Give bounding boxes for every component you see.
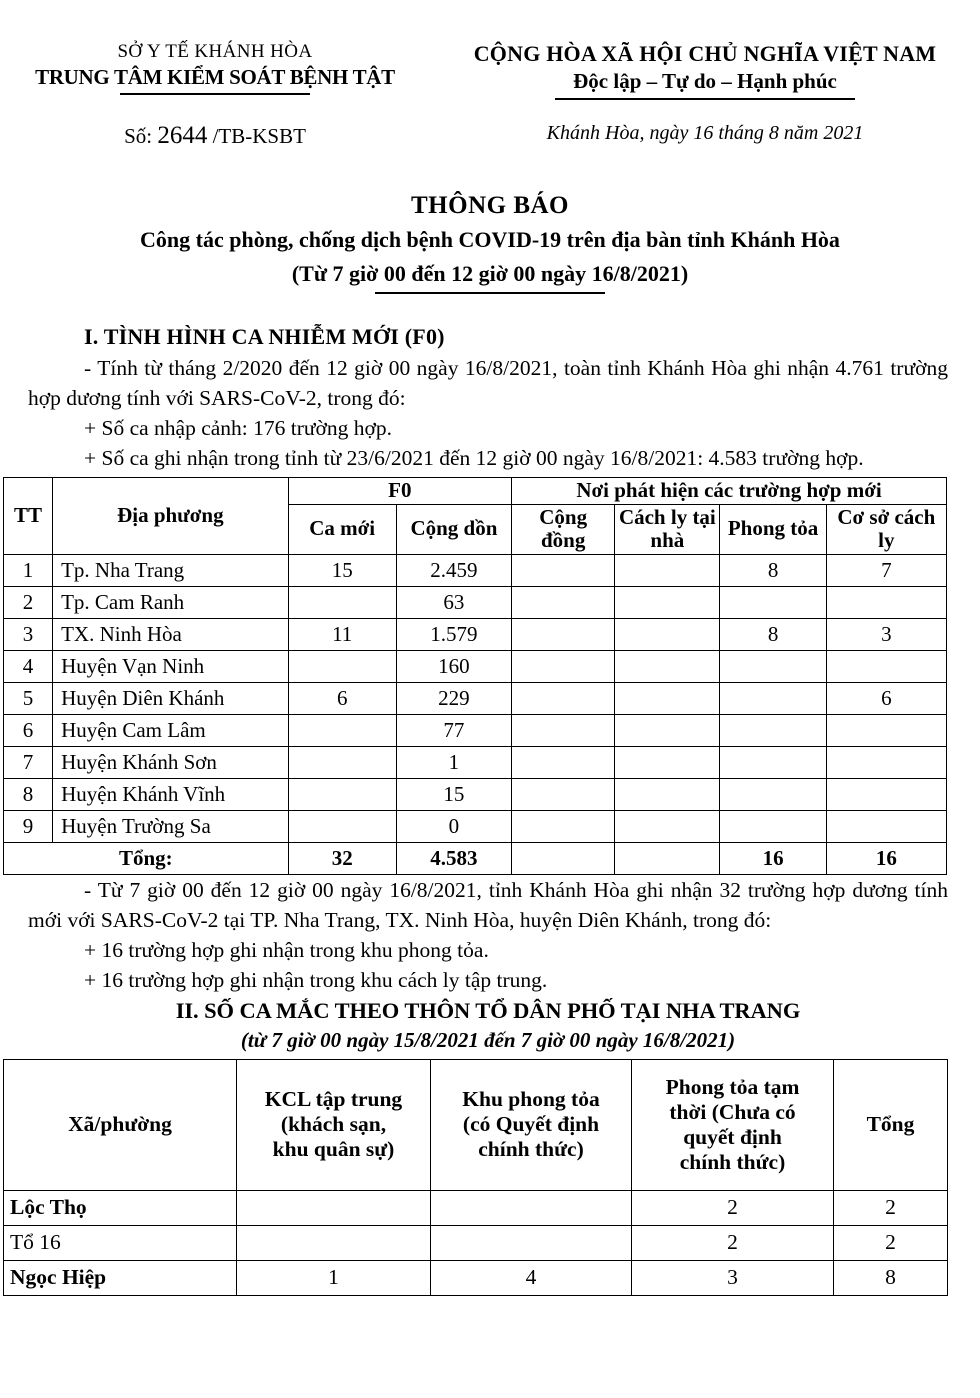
cell-facility: 3 (826, 618, 946, 650)
cell-lockdown (720, 778, 826, 810)
title-subject-line: Công tác phòng, chống dịch bệnh COVID-19 trên địa bàn tỉnh Khánh Hòa (140, 226, 840, 252)
cell-home (615, 810, 720, 842)
table-row (4, 746, 947, 778)
cell-tt: 9 (4, 810, 53, 842)
table-row (4, 554, 947, 586)
document-number-date-row (0, 122, 980, 150)
section-one-heading: I. TÌNH HÌNH CA NHIỄM MỚI (F0) (84, 323, 445, 349)
cell-community (512, 810, 615, 842)
center-name: TRUNG TÂM KIỂM SOÁT BỆNH TẬT (35, 64, 395, 89)
cell-new (288, 810, 396, 842)
header-quarantine-facility: Cơ sở cách ly (826, 504, 946, 554)
masthead-right-rule (555, 98, 855, 100)
post-table-paragraph-2: + 16 trường hợp ghi nhận trong khu phong tỏa. (84, 937, 489, 962)
header-kcl (237, 1059, 431, 1190)
header-ward: Xã/phường (4, 1059, 237, 1190)
cell-home (615, 746, 720, 778)
cell-locality: Huyện Cam Lâm (53, 714, 288, 746)
cell-ward-total: 2 (834, 1225, 948, 1260)
cell-lockdown: 8 (720, 618, 826, 650)
cell-cumulative: 229 (396, 682, 511, 714)
list-item (4, 1225, 948, 1260)
cell-community (512, 618, 615, 650)
cell-ward-kcl (237, 1190, 431, 1225)
cell-ward-temp: 2 (632, 1225, 834, 1260)
table-row (4, 778, 947, 810)
cell-new (288, 650, 396, 682)
document-number (0, 122, 430, 150)
cell-locality: Huyện Khánh Vĩnh (53, 778, 288, 810)
cell-ward-official (431, 1190, 632, 1225)
table-header-row-top (4, 478, 947, 505)
cell-new: 6 (288, 682, 396, 714)
cell-home (615, 650, 720, 682)
cell-facility (826, 810, 946, 842)
table-row (4, 618, 947, 650)
post-table-paragraph-3: + 16 trường hợp ghi nhận trong khu cách ly tập trung. (84, 967, 548, 992)
cell-ward-official: 4 (431, 1260, 632, 1295)
header-kcl-line-1: KCL tập trung (264, 1087, 403, 1112)
cell-lockdown (720, 746, 826, 778)
cell-cumulative: 77 (396, 714, 511, 746)
table-row (4, 714, 947, 746)
cell-locality: Huyện Vạn Ninh (53, 650, 288, 682)
cell-facility (826, 778, 946, 810)
cell-new (288, 778, 396, 810)
cell-total-home (615, 842, 720, 874)
cell-cumulative: 2.459 (396, 554, 511, 586)
cell-locality: Huyện Khánh Sơn (53, 746, 288, 778)
cell-community (512, 746, 615, 778)
cell-new: 11 (288, 618, 396, 650)
cell-home (615, 618, 720, 650)
header-lockdown-official (431, 1059, 632, 1190)
cell-community (512, 650, 615, 682)
header-lockdown-official-line-2: (có Quyết định (462, 1112, 600, 1137)
cell-total-community (512, 842, 615, 874)
list-item (4, 1190, 948, 1225)
f0-statistics-table (3, 477, 947, 875)
header-f0-new: Ca mới (288, 504, 396, 554)
cell-facility: 7 (826, 554, 946, 586)
cell-cumulative: 1 (396, 746, 511, 778)
cell-ward-official (431, 1225, 632, 1260)
cell-ward-kcl (237, 1225, 431, 1260)
cell-cumulative: 15 (396, 778, 511, 810)
section-one-paragraph-3: + Số ca ghi nhận trong tỉnh từ 23/6/2021 đến 12 giờ 00 ngày 16/8/2021: 4.583 trường hợp. (84, 445, 864, 470)
header-source-group: Nơi phát hiện các trường hợp mới (512, 478, 947, 505)
cell-locality: Tp. Cam Ranh (53, 586, 288, 618)
header-lockdown-temp-line-3: quyết định (683, 1124, 782, 1149)
cell-community (512, 682, 615, 714)
header-lockdown-temp-line-1: Phong tỏa tạm (665, 1074, 800, 1099)
issuing-organization-block (0, 40, 430, 100)
cell-ward-name: Lộc Thọ (4, 1190, 237, 1225)
header-ward-total: Tổng (834, 1059, 948, 1190)
section-one-body (0, 322, 980, 473)
cell-total-new: 32 (288, 842, 396, 874)
table-total-row (4, 842, 947, 874)
f0-table-body (4, 554, 947, 874)
post-table-paragraph-1: - Từ 7 giờ 00 đến 12 giờ 00 ngày 16/8/2021, tỉnh Khánh Hòa ghi nhận 32 trường hợp dương tính mới với SARS-CoV-2 tại TP. Nha Trang, TX. Ninh Hòa, huyện Diên Khánh, trong đó: (28, 877, 948, 932)
issue-place-date: Khánh Hòa, ngày 16 tháng 8 năm 2021 (546, 121, 864, 144)
cell-ward-total: 2 (834, 1190, 948, 1225)
cell-facility (826, 650, 946, 682)
table-row (4, 682, 947, 714)
cell-new (288, 586, 396, 618)
cell-facility (826, 714, 946, 746)
header-f0-cumulative: Cộng dồn (396, 504, 511, 554)
cell-total-cumulative: 4.583 (396, 842, 511, 874)
cell-home (615, 586, 720, 618)
document-masthead (0, 0, 980, 100)
header-lockdown: Phong tỏa (720, 504, 826, 554)
header-locality: Địa phương (53, 478, 288, 555)
cell-home (615, 714, 720, 746)
ward-table-header-row (4, 1059, 948, 1190)
cell-home (615, 682, 720, 714)
department-name: SỞ Y TẾ KHÁNH HÒA (117, 41, 313, 62)
cell-cumulative: 63 (396, 586, 511, 618)
document-title-block (0, 192, 980, 294)
cell-new (288, 714, 396, 746)
header-kcl-line-2: (khách sạn, (280, 1112, 387, 1137)
cell-total-facility: 16 (826, 842, 946, 874)
cell-new (288, 746, 396, 778)
cell-tt: 5 (4, 682, 53, 714)
country-name: CỘNG HÒA XÃ HỘI CHỦ NGHĨA VIỆT NAM (473, 41, 937, 66)
national-heading-block (430, 40, 980, 100)
cell-new: 15 (288, 554, 396, 586)
cell-cumulative: 160 (396, 650, 511, 682)
section-one-paragraph-2: + Số ca nhập cảnh: 176 trường hợp. (84, 415, 393, 440)
cell-ward-temp: 3 (632, 1260, 834, 1295)
cell-tt: 4 (4, 650, 53, 682)
cell-lockdown (720, 714, 826, 746)
cell-tt: 8 (4, 778, 53, 810)
header-tt: TT (4, 478, 53, 555)
cell-tt: 2 (4, 586, 53, 618)
cell-tt: 1 (4, 554, 53, 586)
table-row (4, 586, 947, 618)
cell-facility (826, 746, 946, 778)
cell-lockdown (720, 650, 826, 682)
cell-community (512, 778, 615, 810)
ward-table-body (4, 1190, 948, 1295)
title-rule (375, 292, 605, 294)
document-number-suffix: /TB-KSBT (212, 123, 306, 148)
title-period-line: (Từ 7 giờ 00 đến 12 giờ 00 ngày 16/8/2021) (291, 260, 689, 286)
cell-community (512, 554, 615, 586)
cell-tt: 3 (4, 618, 53, 650)
header-lockdown-temp-line-4: chính thức) (679, 1149, 786, 1174)
cell-locality: Huyện Diên Khánh (53, 682, 288, 714)
list-item (4, 1260, 948, 1295)
header-kcl-line-3: khu quân sự) (272, 1137, 395, 1162)
post-table-notes (0, 875, 980, 1056)
masthead-left-rule (120, 93, 310, 95)
cell-home (615, 554, 720, 586)
cell-tt: 7 (4, 746, 53, 778)
cell-facility (826, 586, 946, 618)
cell-ward-name: Tổ 16 (4, 1225, 237, 1260)
cell-community (512, 714, 615, 746)
cell-locality: TX. Ninh Hòa (53, 618, 288, 650)
cell-tt: 6 (4, 714, 53, 746)
cell-ward-kcl: 1 (237, 1260, 431, 1295)
document-number-value: 2644 (157, 121, 208, 149)
cell-lockdown (720, 682, 826, 714)
header-lockdown-official-line-1: Khu phong tỏa (462, 1087, 600, 1112)
cell-total-lockdown: 16 (720, 842, 826, 874)
cell-total-label: Tổng: (4, 842, 289, 874)
cell-lockdown (720, 586, 826, 618)
cell-locality: Tp. Nha Trang (53, 554, 288, 586)
table-row (4, 810, 947, 842)
cell-facility: 6 (826, 682, 946, 714)
national-motto: Độc lập – Tự do – Hạnh phúc (573, 68, 837, 93)
ward-statistics-table (3, 1059, 948, 1296)
cell-cumulative: 1.579 (396, 618, 511, 650)
cell-community (512, 586, 615, 618)
section-two-heading: II. SỐ CA MẮC THEO THÔN TỔ DÂN PHỐ TẠI NHA TRANG (175, 997, 801, 1023)
table-row (4, 650, 947, 682)
cell-cumulative: 0 (396, 810, 511, 842)
document-number-label: Số: (124, 123, 153, 148)
cell-lockdown: 8 (720, 554, 826, 586)
section-one-paragraph-1: - Tính từ tháng 2/2020 đến 12 giờ 00 ngày 16/8/2021, toàn tỉnh Khánh Hòa ghi nhận 4.761 trường hợp dương tính với SARS-CoV-2, trong đó: (28, 355, 948, 410)
header-f0-group: F0 (288, 478, 511, 505)
cell-ward-total: 8 (834, 1260, 948, 1295)
page-title: THÔNG BÁO (411, 191, 569, 219)
header-home-quarantine: Cách ly tại nhà (615, 504, 720, 554)
header-lockdown-official-line-3: chính thức) (478, 1137, 584, 1162)
cell-ward-name: Ngọc Hiệp (4, 1260, 237, 1295)
header-community: Cộng đồng (512, 504, 615, 554)
cell-locality: Huyện Trường Sa (53, 810, 288, 842)
section-two-subheading: (từ 7 giờ 00 ngày 15/8/2021 đến 7 giờ 00 ngày 16/8/2021) (240, 1028, 736, 1053)
cell-lockdown (720, 810, 826, 842)
cell-home (615, 778, 720, 810)
cell-ward-temp: 2 (632, 1190, 834, 1225)
header-lockdown-temp (632, 1059, 834, 1190)
header-lockdown-temp-line-2: thời (Chưa có (669, 1099, 796, 1124)
